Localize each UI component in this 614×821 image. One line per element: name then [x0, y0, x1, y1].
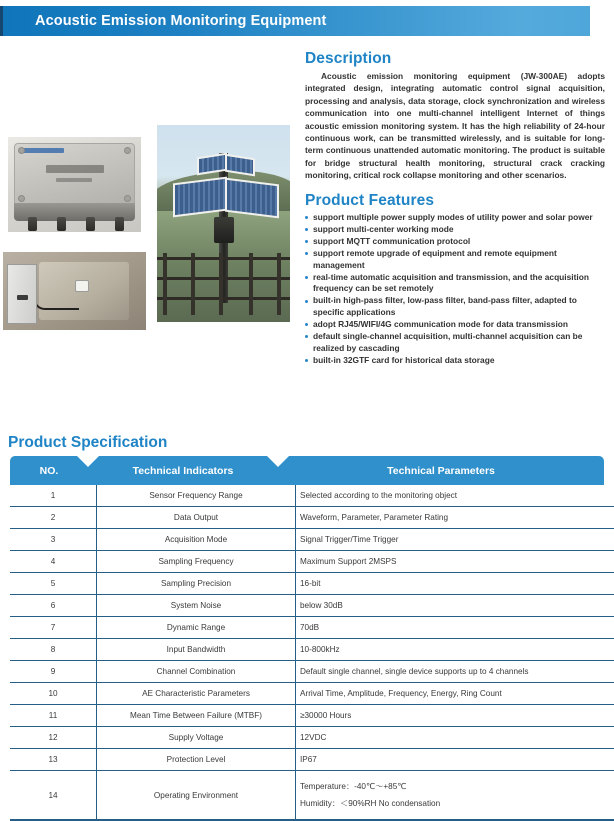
cell-parameter: Signal Trigger/Time Trigger	[296, 529, 614, 551]
device-connector	[57, 217, 66, 231]
list-item: default single-channel acquisition, multi-channel acquisition can be realized by cascading	[305, 331, 605, 354]
page-title: Acoustic Emission Monitoring Equipment	[35, 6, 326, 36]
header-notch-icon	[77, 456, 99, 467]
cell-parameter: ≥30000 Hours	[296, 705, 614, 727]
cell-indicator: Data Output	[97, 507, 296, 529]
specification-table	[10, 485, 614, 821]
description-text: Acoustic emission monitoring equipment (JW-300AE) adopts integrated design, integrating automatic control signal acquisition, processing and analysis, data storage, clock synchronization and wireless communication into one multi-channel intelligent Internet of things acoustic emission monitoring system. It has the high reliability of 24-hour continuous work, can be transmitted wirelessly, and is suitable for long-term continuous unattended automatic monitoring. The product is suitable for bridge structural health monitoring, structural crack cracking monitoring, critical rock collapse monitoring and other scenarios.	[305, 71, 605, 180]
cell-no: 10	[10, 683, 97, 705]
equipment-cabinet	[214, 217, 234, 243]
cell-parameter: IP67	[296, 749, 614, 771]
cell-indicator: AE Characteristic Parameters	[97, 683, 296, 705]
cell-parameter: Default single channel, single device supports up to 4 channels	[296, 661, 614, 683]
specification-heading: Product Specification	[8, 434, 167, 452]
solar-panel	[225, 178, 279, 219]
list-item: support remote upgrade of equipment and remote equipment management	[305, 248, 605, 271]
parameter-line-humidity: Humidity：＜90%RH No condensation	[300, 798, 614, 810]
table-row	[10, 727, 614, 749]
device-screw	[124, 147, 131, 154]
cell-no: 11	[10, 705, 97, 727]
cell-no: 12	[10, 727, 97, 749]
cell-parameter: Waveform, Parameter, Parameter Rating	[296, 507, 614, 529]
cell-no: 4	[10, 551, 97, 573]
cell-indicator: Sampling Frequency	[97, 551, 296, 573]
cell-no: 13	[10, 749, 97, 771]
fence-post	[219, 253, 223, 315]
table-row	[10, 683, 614, 705]
list-item: built-in 32GTF card for historical data storage	[305, 355, 605, 367]
description-heading: Description	[305, 50, 605, 68]
cell-indicator: Sensor Frequency Range	[97, 485, 296, 507]
specification-table-body	[10, 485, 614, 820]
cell-no: 3	[10, 529, 97, 551]
cell-indicator: Acquisition Mode	[97, 529, 296, 551]
cell-indicator: Channel Combination	[97, 661, 296, 683]
list-item: built-in high-pass filter, low-pass filter, band-pass filter, adapted to specific applications	[305, 295, 605, 318]
product-photo-gallery	[0, 100, 300, 350]
cell-indicator: Sampling Precision	[97, 573, 296, 595]
list-item: support MQTT communication protocol	[305, 236, 605, 248]
table-row	[10, 661, 614, 683]
table-row	[10, 749, 614, 771]
device-connector	[28, 217, 37, 231]
column-header-no: NO.	[10, 456, 88, 485]
cell-parameter	[296, 771, 614, 821]
cell-indicator: Mean Time Between Failure (MTBF)	[97, 705, 296, 727]
table-row	[10, 595, 614, 617]
product-info-column	[305, 50, 605, 367]
solar-field-station-photo	[157, 125, 290, 322]
list-item: real-time automatic acquisition and transmission, and the acquisition frequency can be set remotely	[305, 272, 605, 295]
table-row	[10, 573, 614, 595]
device-logo	[22, 148, 64, 153]
table-row	[10, 705, 614, 727]
cell-no: 8	[10, 639, 97, 661]
cell-indicator: Supply Voltage	[97, 727, 296, 749]
cell-parameter: Arrival Time, Amplitude, Frequency, Energy, Ring Count	[296, 683, 614, 705]
cell-no: 6	[10, 595, 97, 617]
cell-no: 7	[10, 617, 97, 639]
header-notch-icon	[267, 456, 289, 467]
device-screw	[18, 147, 25, 154]
table-row	[10, 771, 614, 821]
cell-parameter: 12VDC	[296, 727, 614, 749]
list-item: support multiple power supply modes of utility power and solar power	[305, 212, 605, 224]
list-item: support multi-center working mode	[305, 224, 605, 236]
cell-no: 2	[10, 507, 97, 529]
device-nameplate-text	[46, 165, 104, 173]
list-item: adopt RJ45/WIFI/4G communication mode for data transmission	[305, 319, 605, 331]
device-screw	[124, 195, 131, 202]
fence-post	[277, 253, 281, 315]
cell-parameter: Maximum Support 2MSPS	[296, 551, 614, 573]
field-cabinet	[7, 264, 37, 324]
table-row	[10, 639, 614, 661]
cell-no: 1	[10, 485, 97, 507]
sensor-installation-photo	[3, 252, 146, 330]
cell-no: 9	[10, 661, 97, 683]
fence-post	[163, 253, 167, 315]
parameter-line-temperature: Temperature：-40℃～+85℃	[300, 781, 614, 793]
column-header-parameters: Technical Parameters	[278, 456, 604, 485]
device-enclosure-photo	[8, 137, 141, 232]
device-model-text	[56, 178, 92, 182]
features-list	[305, 212, 605, 367]
table-row	[10, 507, 614, 529]
features-heading: Product Features	[305, 192, 605, 210]
cell-indicator: Operating Environment	[97, 771, 296, 821]
cell-indicator: Input Bandwidth	[97, 639, 296, 661]
cabinet-latch	[17, 295, 28, 300]
page-banner	[0, 6, 590, 36]
table-row	[10, 529, 614, 551]
fence-post	[249, 253, 253, 315]
cell-parameter: 16-bit	[296, 573, 614, 595]
fence-rail	[157, 297, 290, 300]
table-row	[10, 485, 614, 507]
specification-table-wrapper	[10, 456, 604, 821]
cell-parameter: 10-800kHz	[296, 639, 614, 661]
cell-no: 14	[10, 771, 97, 821]
cell-no: 5	[10, 573, 97, 595]
cell-indicator: Protection Level	[97, 749, 296, 771]
description-paragraph	[305, 70, 605, 182]
device-connector	[115, 217, 124, 231]
table-row	[10, 617, 614, 639]
device-screw	[18, 195, 25, 202]
device-connector	[86, 217, 95, 231]
table-row	[10, 551, 614, 573]
cell-parameter: below 30dB	[296, 595, 614, 617]
specification-table-header	[10, 456, 604, 485]
sensor-cable	[33, 286, 79, 310]
solar-panel	[173, 177, 227, 218]
cell-indicator: Dynamic Range	[97, 617, 296, 639]
column-header-indicators: Technical Indicators	[88, 456, 278, 485]
fence-rail	[157, 277, 290, 280]
fence-rail	[157, 257, 290, 260]
cell-parameter: 70dB	[296, 617, 614, 639]
fence-post	[191, 253, 195, 315]
cell-indicator: System Noise	[97, 595, 296, 617]
cell-parameter: Selected according to the monitoring object	[296, 485, 614, 507]
